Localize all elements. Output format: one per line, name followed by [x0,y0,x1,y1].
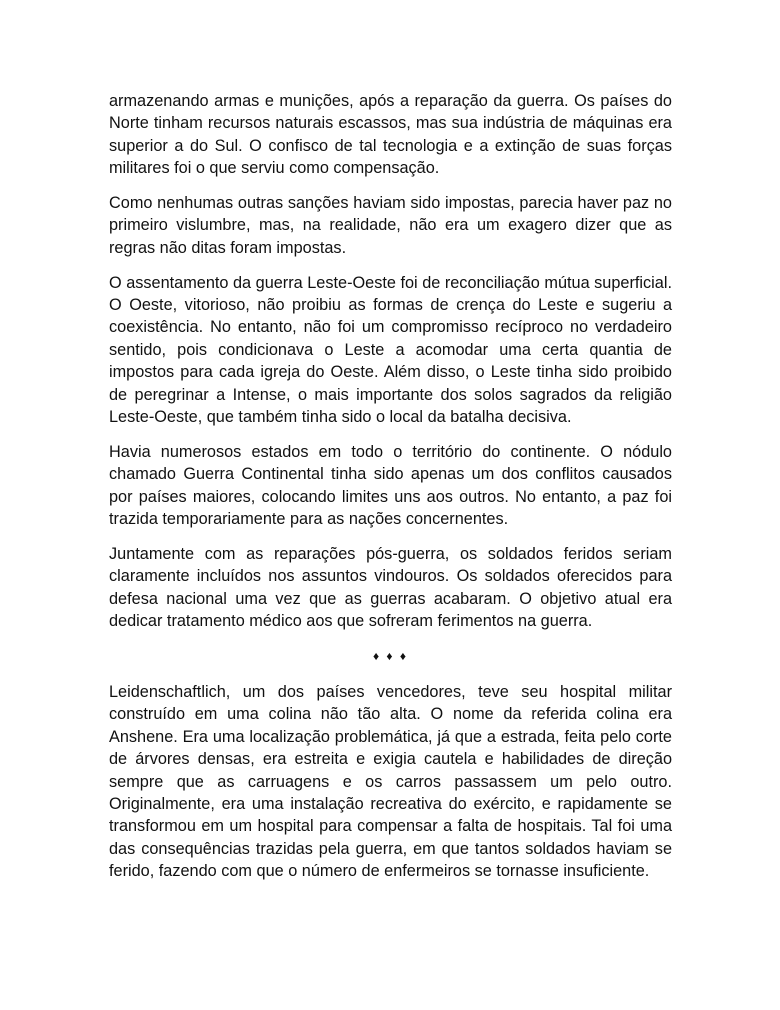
paragraph: O assentamento da guerra Leste-Oeste foi de reconciliação mútua superficial. O Oeste, vitorioso, não proibiu as formas de crença do Leste e sugeriu a coexistência. No entanto, não foi um compromisso recíproco no verdadeiro sentido, pois condicionava o Leste a acomodar uma certa quantia de impostos para cada igreja do Oeste. Além disso, o Leste tinha sido proibido de peregrinar a Intense, o mais importante dos solos sagrados da religião Leste-Oeste, que também tinha sido o local da batalha decisiva. [109,273,672,427]
document-page [109,90,672,895]
paragraph: Como nenhumas outras sanções haviam sido impostas, parecia haver paz no primeiro vislumbre, mas, na realidade, não era um exagero dizer que as regras não ditas foram impostas. [109,194,672,257]
paragraph: armazenando armas e munições, após a reparação da guerra. Os países do Norte tinham recursos naturais escassos, mas sua indústria de máquinas era superior a do Sul. O confisco de tal tecnologia e a extinção de suas forças militares foi o que serviu como compensação. [109,92,672,178]
paragraph: Havia numerosos estados em todo o território do continente. O nódulo chamado Guerra Continental tinha sido apenas um dos conflitos causados por países maiores, colocando limites uns aos outros. No entanto, a paz foi trazida temporariamente para as nações concernentes. [109,442,672,529]
section-separator: ♦ ♦ ♦ [372,648,409,663]
paragraph: Juntamente com as reparações pós-guerra, os soldados feridos seriam claramente incluídos nos assuntos vindouros. Os soldados oferecidos para defesa nacional uma vez que as guerras acabaram. O objetivo atual era dedicar tratamento médico aos que sofreram ferimentos na guerra. [109,544,672,631]
paragraph: Leidenschaftlich, um dos países vencedores, teve seu hospital militar construído em uma colina não tão alta. O nome da referida colina era Anshene. Era uma localização problemática, já que a estrada, feita pelo corte de árvores densas, era estreita e exigia cautela e habilidades de direção sempre que as carruagens e os carros passassem um pelo outro. Originalmente, era uma instalação recreativa do exército, e rapidamente se transformou em um hospital para compensar a falta de hospitais. Tal foi uma das consequências trazidas pela guerra, em que tantos soldados haviam se ferido, fazendo com que o número de enfermeiros se tornasse insuficiente. [109,682,672,881]
